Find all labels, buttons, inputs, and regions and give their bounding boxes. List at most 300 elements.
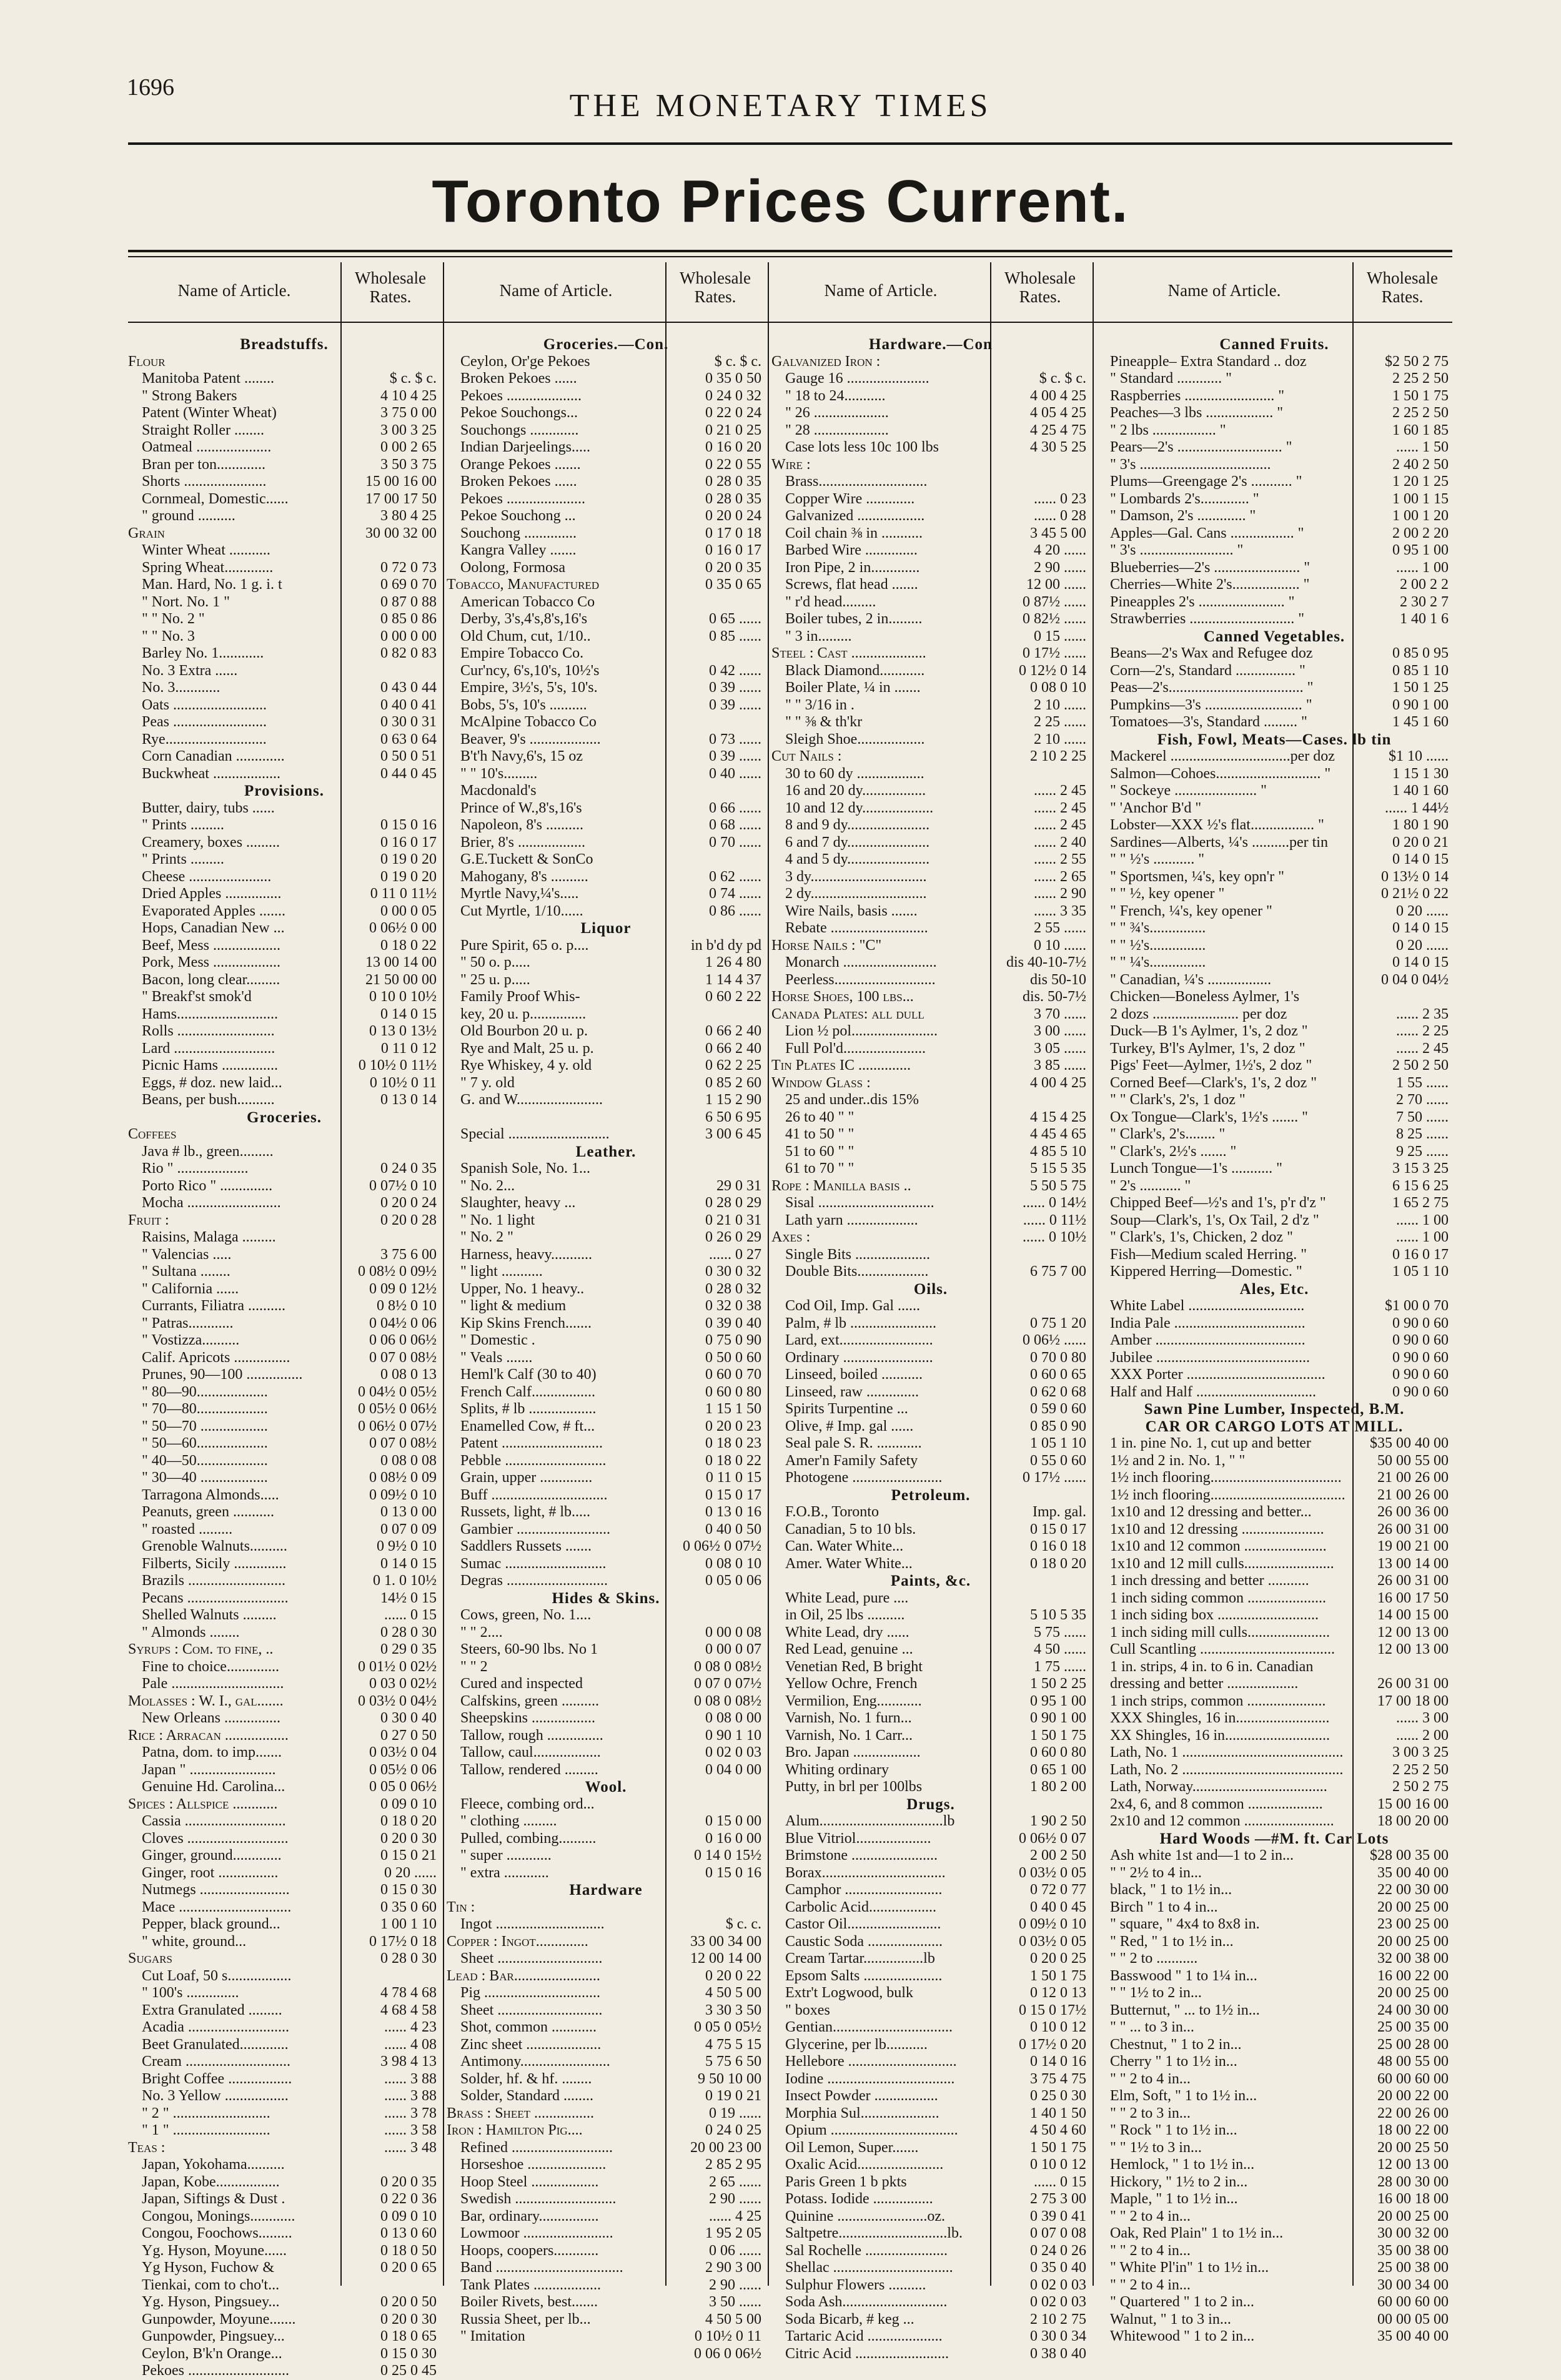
article-name: White Lead, dry ...... bbox=[785, 1624, 909, 1641]
article-name: Pebble ........................... bbox=[460, 1452, 607, 1469]
price-row bbox=[447, 1624, 765, 1642]
article-name: " Imitation bbox=[460, 2328, 525, 2344]
price-row bbox=[1096, 576, 1452, 594]
wholesale-rate: ...... 4 08 bbox=[384, 2036, 437, 2053]
wholesale-rate: 0 63 0 64 bbox=[380, 731, 437, 748]
article-name: Manitoba Patent ........ bbox=[142, 370, 274, 387]
price-row bbox=[1096, 800, 1452, 817]
article-name: Rye and Malt, 25 u. p. bbox=[460, 1040, 594, 1057]
article-name: 1 in. strips, 4 in. to 6 in. Canadian bbox=[1110, 1658, 1314, 1675]
price-row bbox=[1096, 1057, 1452, 1075]
column-header-rates: Wholesale Rates. bbox=[1367, 269, 1438, 306]
article-name: Rolls .......................... bbox=[142, 1023, 275, 1039]
price-row bbox=[447, 2105, 765, 2123]
wholesale-rate: 0 18 0 20 bbox=[1030, 1555, 1086, 1572]
wholesale-rate: 0 20 0 25 bbox=[1030, 1950, 1086, 1967]
article-name: Cream ............................ bbox=[142, 2053, 290, 2070]
wholesale-rate: 2 25 ...... bbox=[1034, 714, 1086, 730]
article-name: Prince of W.,8's,16's bbox=[460, 799, 582, 816]
price-row bbox=[128, 1401, 440, 1418]
article-name: Borax................................. bbox=[785, 1864, 946, 1881]
price-row bbox=[771, 645, 1090, 663]
price-row bbox=[1096, 2294, 1452, 2311]
price-row bbox=[128, 508, 440, 525]
wholesale-rate: 0 07 0 07½ bbox=[694, 1676, 761, 1692]
article-name: " Lombards 2's............. " bbox=[1110, 490, 1259, 507]
price-row bbox=[1096, 1315, 1452, 1333]
column-header-rates: Wholesale Rates. bbox=[680, 269, 751, 306]
wholesale-rate: 29 0 31 bbox=[716, 1177, 761, 1194]
article-name: Rye Whiskey, 4 y. old bbox=[460, 1057, 592, 1074]
article-name: Half and Half ................................ bbox=[1110, 1383, 1316, 1400]
article-name: Cur'ncy, 6's,10's, 10½'s bbox=[460, 662, 600, 679]
article-name: Kippered Herring—Domestic. " bbox=[1110, 1263, 1302, 1280]
price-row bbox=[771, 1178, 1090, 1195]
wholesale-rate: 0 66 2 40 bbox=[705, 1023, 761, 1039]
wholesale-rate: 14½ 0 15 bbox=[380, 1589, 437, 1606]
wholesale-rate: ...... 3 88 bbox=[384, 2070, 437, 2087]
article-name: Mackerel ................................per doz bbox=[1110, 748, 1335, 764]
price-row bbox=[447, 594, 765, 611]
price-row bbox=[447, 1212, 765, 1230]
price-rows bbox=[771, 336, 1090, 2363]
wholesale-rate: 1 60 1 85 bbox=[1392, 422, 1449, 438]
price-row bbox=[771, 1212, 1090, 1230]
wholesale-rate: 0 05 0 05½ bbox=[694, 2019, 761, 2035]
article-name: Pekoe Souchongs... bbox=[460, 405, 578, 421]
article-name: " super ............ bbox=[460, 1847, 552, 1864]
wholesale-rate: 0 16 0 17 bbox=[380, 834, 437, 851]
article-name: 1x10 and 12 mill culls........................ bbox=[1110, 1555, 1334, 1572]
article-name: Putty, in brl per 100lbs bbox=[785, 1779, 923, 1795]
price-row bbox=[1096, 1710, 1452, 1727]
article-name: Grain, upper .............. bbox=[460, 1469, 593, 1486]
article-name: Amer'n Family Safety bbox=[785, 1452, 918, 1469]
article-name: Cows, green, No. 1.... bbox=[460, 1607, 592, 1623]
column-rule bbox=[768, 262, 769, 2286]
wholesale-rate: 0 08 0 10 bbox=[1030, 679, 1086, 696]
price-row bbox=[447, 645, 765, 663]
price-row bbox=[771, 834, 1090, 852]
price-row bbox=[1096, 1469, 1452, 1487]
wholesale-rate: 0 07 0 08½ bbox=[369, 1349, 437, 1366]
wholesale-rate: 2 90 ...... bbox=[709, 2276, 761, 2293]
wholesale-rate bbox=[343, 1968, 440, 1985]
wholesale-rate: 4 05 4 25 bbox=[1030, 405, 1086, 421]
price-row bbox=[128, 1796, 440, 1814]
price-row bbox=[128, 731, 440, 749]
price-row bbox=[128, 473, 440, 491]
wholesale-rate bbox=[993, 1298, 1090, 1315]
wholesale-rate: $2 50 2 75 bbox=[1385, 353, 1449, 370]
article-name: 1½ inch flooring.................................... bbox=[1110, 1486, 1345, 1503]
price-row bbox=[771, 370, 1090, 388]
price-row bbox=[128, 405, 440, 422]
price-row bbox=[771, 1384, 1090, 1401]
price-row bbox=[1096, 783, 1452, 800]
wholesale-rate: 4 20 ...... bbox=[1034, 542, 1086, 558]
article-name: Barley No. 1............ bbox=[142, 645, 264, 661]
article-name: Gunpowder, Moyune....... bbox=[142, 2311, 296, 2328]
article-name: Ginger, ground............. bbox=[142, 1847, 282, 1864]
article-name: Tobacco, Manufactured bbox=[447, 576, 600, 593]
price-row bbox=[128, 457, 440, 474]
price-row bbox=[771, 1229, 1090, 1247]
article-name: " Clark's, 1's, Chicken, 2 doz " bbox=[1110, 1229, 1293, 1245]
price-row bbox=[1096, 1075, 1452, 1092]
wholesale-rate: ...... 1 44½ bbox=[1385, 799, 1449, 816]
wholesale-rate: ...... 3 48 bbox=[384, 2139, 437, 2156]
article-name: Epsom Salts ..................... bbox=[785, 1967, 943, 1984]
wholesale-rate: $ c. c. bbox=[725, 1916, 761, 1932]
article-name: Ordinary ........................ bbox=[785, 1349, 933, 1366]
wholesale-rate: 5 50 5 75 bbox=[1030, 1177, 1086, 1194]
article-name: " 18 to 24........... bbox=[785, 387, 886, 404]
price-row bbox=[128, 560, 440, 577]
wholesale-rate: 0 04 0 04½ bbox=[1381, 971, 1449, 988]
price-row bbox=[771, 1762, 1090, 1779]
article-name: Sal Rochelle ...................... bbox=[785, 2242, 948, 2259]
wholesale-rate: 0 14 0 15 bbox=[380, 1555, 437, 1572]
wholesale-rate: 0 10½ 0 11½ bbox=[358, 1057, 437, 1074]
wholesale-rate: 0 74 ...... bbox=[709, 886, 761, 902]
price-row bbox=[1096, 2071, 1452, 2088]
price-row bbox=[771, 1830, 1090, 1848]
price-row bbox=[128, 491, 440, 508]
wholesale-rate: 0 20 ...... bbox=[384, 1864, 437, 1881]
price-row bbox=[1096, 1916, 1452, 1933]
price-row bbox=[771, 1813, 1090, 1830]
wholesale-rate: 0 18 0 22 bbox=[705, 1452, 761, 1469]
wholesale-rate: 0 30 0 31 bbox=[380, 714, 437, 730]
wholesale-rate: 0 03½ 0 04 bbox=[369, 1744, 437, 1760]
price-row bbox=[771, 2019, 1090, 2037]
wholesale-rate bbox=[668, 1160, 765, 1178]
article-name: Birch " 1 to 4 in... bbox=[1110, 1899, 1218, 1915]
article-name: " No. 1 light bbox=[460, 1212, 535, 1228]
article-name: Yellow Ochre, French bbox=[785, 1676, 918, 1692]
wholesale-rate: 0 82 0 83 bbox=[380, 645, 437, 661]
price-row bbox=[447, 353, 765, 371]
wholesale-rate: 0 12½ 0 14 bbox=[1019, 662, 1086, 679]
article-name: " ground .......... bbox=[142, 508, 235, 524]
wholesale-rate: 30 00 34 00 bbox=[1377, 2276, 1449, 2293]
title-rule-top bbox=[128, 250, 1452, 252]
wholesale-rate: 4 50 5 00 bbox=[705, 1985, 761, 2001]
article-name: Varnish, No. 1 Carr... bbox=[785, 1727, 913, 1744]
column-header-rates: Wholesale Rates. bbox=[1004, 269, 1076, 306]
wholesale-rate: 0 60 0 80 bbox=[705, 1383, 761, 1400]
price-row bbox=[128, 1968, 440, 1985]
article-name: " " 1½ to 3 in... bbox=[1110, 2139, 1202, 2156]
wholesale-rate: 18 00 22 00 bbox=[1377, 2122, 1449, 2138]
wholesale-rate: 0 21 0 31 bbox=[705, 1212, 761, 1228]
wholesale-rate: 0 28 0 30 bbox=[380, 1950, 437, 1967]
article-name: Acadia ........................... bbox=[142, 2019, 289, 2035]
price-row bbox=[771, 1195, 1090, 1212]
price-row bbox=[447, 2208, 765, 2226]
article-name: Heml'k Calf (30 to 40) bbox=[460, 1366, 597, 1383]
wholesale-rate: 0 19 ...... bbox=[709, 2105, 761, 2121]
price-row bbox=[128, 748, 440, 766]
wholesale-rate: 0 28 0 35 bbox=[705, 490, 761, 507]
article-name: Congou, Foochows......... bbox=[142, 2225, 292, 2241]
wholesale-rate: 35 00 40 00 bbox=[1377, 2328, 1449, 2344]
section-heading bbox=[1096, 336, 1452, 353]
wholesale-rate: $35 00 40 00 bbox=[1370, 1435, 1449, 1451]
price-row bbox=[128, 2191, 440, 2208]
price-row bbox=[771, 405, 1090, 422]
article-name: 1 inch strips, common ..................... bbox=[1110, 1692, 1326, 1709]
article-name: " California ...... bbox=[142, 1280, 239, 1297]
article-name: Full Pol'd...................... bbox=[785, 1040, 926, 1057]
price-row bbox=[128, 1281, 440, 1298]
price-row bbox=[447, 1899, 765, 1917]
wholesale-rate: 1 50 1 25 bbox=[1392, 679, 1449, 696]
article-name: Dried Apples ............... bbox=[142, 886, 282, 902]
wholesale-rate: 1 15 2 90 bbox=[705, 1092, 761, 1108]
wholesale-rate: 0 72 0 73 bbox=[380, 559, 437, 576]
price-row bbox=[1096, 2140, 1452, 2157]
article-name: Orange Pekoes ....... bbox=[460, 456, 581, 473]
price-row bbox=[447, 2122, 765, 2140]
wholesale-rate: 0 04½ 0 06 bbox=[369, 1315, 437, 1331]
price-row bbox=[1096, 1487, 1452, 1504]
price-row bbox=[771, 2225, 1090, 2243]
price-row bbox=[1096, 920, 1452, 937]
price-row bbox=[771, 2259, 1090, 2277]
wholesale-rate: 0 00 0 07 bbox=[705, 1641, 761, 1657]
wholesale-rate bbox=[343, 542, 440, 560]
price-row bbox=[447, 1727, 765, 1745]
wholesale-rate: 0 35 0 60 bbox=[380, 1899, 437, 1915]
wholesale-rate: 4 30 5 25 bbox=[1030, 439, 1086, 455]
wholesale-rate: 0 20 0 50 bbox=[380, 2294, 437, 2310]
article-name: " 100's .............. bbox=[142, 1985, 239, 2001]
wholesale-rate: 0 22 0 55 bbox=[705, 456, 761, 473]
wholesale-rate: 22 00 30 00 bbox=[1377, 1882, 1449, 1898]
article-name: Sheet ............................ bbox=[460, 2002, 603, 2018]
article-name: Glycerine, per lb........... bbox=[785, 2036, 928, 2053]
article-name: " Quartered " 1 to 2 in... bbox=[1110, 2294, 1254, 2310]
price-row bbox=[1096, 663, 1452, 680]
section-heading bbox=[128, 336, 440, 353]
article-name: Soda Bicarb, # keg ... bbox=[785, 2311, 914, 2328]
wholesale-rate: 0 90 0 60 bbox=[1392, 1315, 1449, 1331]
price-row bbox=[128, 353, 440, 371]
article-name: Slaughter, heavy ... bbox=[460, 1195, 576, 1211]
price-row bbox=[771, 714, 1090, 731]
article-name: Sugars bbox=[128, 1950, 172, 1967]
wholesale-rate: 4 25 4 75 bbox=[1030, 422, 1086, 438]
article-name: Coil chain ⅜ in ........... bbox=[785, 525, 923, 541]
wholesale-rate: 5 10 5 35 bbox=[1030, 1607, 1086, 1623]
wholesale-rate: 0 19 0 21 bbox=[705, 2088, 761, 2104]
article-name: Pekoe Souchong ... bbox=[460, 508, 576, 524]
article-name: Blueberries—2's ....................... " bbox=[1110, 559, 1311, 576]
article-name: Amber ........................................ bbox=[1110, 1332, 1306, 1348]
price-row bbox=[1096, 422, 1452, 440]
price-row bbox=[128, 1521, 440, 1539]
article-name: Rio " ................... bbox=[142, 1160, 249, 1177]
article-name: Sumac ........................... bbox=[460, 1555, 607, 1572]
section-heading bbox=[1096, 1830, 1452, 1848]
article-name: " 50—70 .................. bbox=[142, 1418, 268, 1434]
article-name: Spices : Allspice ............ bbox=[128, 1795, 278, 1812]
price-row bbox=[1096, 2225, 1452, 2243]
price-row bbox=[128, 1830, 440, 1848]
section-heading bbox=[771, 1796, 1090, 1814]
article-name: " " 2 to ........... bbox=[1110, 1950, 1198, 1967]
price-row bbox=[128, 1693, 440, 1711]
price-row bbox=[447, 1487, 765, 1504]
article-name: " 1 " .......................... bbox=[142, 2122, 270, 2138]
wholesale-rate: 4 50 ...... bbox=[1034, 1641, 1086, 1657]
article-name: 1 inch siding box ........................... bbox=[1110, 1607, 1319, 1623]
article-name: Sheet ............................ bbox=[460, 1950, 603, 1967]
price-row bbox=[128, 2053, 440, 2071]
price-row bbox=[128, 800, 440, 817]
wholesale-rate bbox=[1355, 1659, 1452, 1676]
price-row bbox=[771, 731, 1090, 749]
price-row bbox=[771, 748, 1090, 766]
wholesale-rate: 1 75 ...... bbox=[1034, 1658, 1086, 1675]
price-row bbox=[447, 1693, 765, 1711]
wholesale-rate: 0 10 0 12 bbox=[1030, 2156, 1086, 2173]
price-row bbox=[128, 714, 440, 731]
article-name: " " 1½ to 2 in... bbox=[1110, 1985, 1202, 2001]
article-name: " Rock " 1 to 1½ in... bbox=[1110, 2122, 1237, 2138]
price-row bbox=[128, 1092, 440, 1109]
wholesale-rate: 0 09½ 0 10 bbox=[369, 1486, 437, 1503]
wholesale-rate: ...... 3 00 bbox=[1396, 1710, 1449, 1726]
wholesale-rate: 0 06 0 06½ bbox=[694, 2345, 761, 2362]
article-name: " French, ¼'s, key opener " bbox=[1110, 902, 1272, 919]
price-row bbox=[447, 1968, 765, 1985]
wholesale-rate: 0 39 0 40 bbox=[705, 1315, 761, 1331]
article-name: Camphor .......................... bbox=[785, 1882, 943, 1898]
article-name: " 25 u. p..... bbox=[460, 971, 530, 988]
price-row bbox=[1096, 645, 1452, 663]
section-heading bbox=[771, 336, 1090, 353]
price-row bbox=[128, 1676, 440, 1693]
price-column-3 bbox=[771, 262, 1090, 2362]
article-name: " White Pl'in" 1 to 1½ in... bbox=[1110, 2259, 1269, 2276]
article-name: Pale .............................. bbox=[142, 1676, 284, 1692]
wholesale-rate: 0 20 0 24 bbox=[380, 1195, 437, 1211]
wholesale-rate: 0 10 ...... bbox=[1034, 937, 1086, 954]
wholesale-rate: 0 20 0 35 bbox=[380, 2173, 437, 2190]
wholesale-rate: ...... 3 58 bbox=[384, 2122, 437, 2138]
article-name: Lard, ext......................... bbox=[785, 1332, 933, 1348]
price-row bbox=[447, 457, 765, 474]
article-name: " Standard ............ " bbox=[1110, 370, 1232, 387]
article-name: 1x10 and 12 common ...................... bbox=[1110, 1538, 1327, 1554]
price-row bbox=[1096, 1504, 1452, 1521]
price-row bbox=[1096, 766, 1452, 783]
article-name: " No. 2 " bbox=[460, 1229, 513, 1245]
price-row bbox=[1096, 1435, 1452, 1453]
article-name: Ales, Etc. bbox=[1239, 1280, 1309, 1298]
price-row bbox=[128, 1263, 440, 1281]
price-row bbox=[771, 1916, 1090, 1933]
wholesale-rate: 0 62 0 68 bbox=[1030, 1383, 1086, 1400]
article-name: Iodine .................................. bbox=[785, 2070, 955, 2087]
wholesale-rate: 16 00 17 50 bbox=[1377, 1589, 1449, 1606]
wholesale-rate: 23 00 25 00 bbox=[1377, 1916, 1449, 1932]
wholesale-rate bbox=[668, 714, 765, 731]
price-table bbox=[128, 262, 1452, 2379]
wholesale-rate: ...... 0 15 bbox=[1034, 2173, 1086, 2190]
wholesale-rate: 0 08 0 08 bbox=[380, 1452, 437, 1469]
price-row bbox=[447, 2088, 765, 2105]
article-name: Myrtle Navy,¼'s..... bbox=[460, 886, 579, 902]
wholesale-rate: 0 03 0 02½ bbox=[369, 1676, 437, 1692]
wholesale-rate: 26 00 31 00 bbox=[1377, 1573, 1449, 1589]
wholesale-rate: 0 16 0 17 bbox=[1392, 1246, 1449, 1263]
price-row bbox=[771, 439, 1090, 457]
price-row bbox=[1096, 542, 1452, 560]
price-row bbox=[447, 697, 765, 714]
price-row bbox=[447, 2346, 765, 2363]
article-name: Whitewood " 1 to 2 in... bbox=[1110, 2328, 1255, 2344]
wholesale-rate: 9 50 10 00 bbox=[698, 2070, 761, 2087]
article-name: Blue Vitriol.................... bbox=[785, 1830, 931, 1847]
article-name: Hides & Skins. bbox=[552, 1589, 660, 1607]
article-name: Citric Acid ......................... bbox=[785, 2345, 949, 2362]
price-row bbox=[771, 1418, 1090, 1436]
price-row bbox=[771, 1693, 1090, 1711]
price-row bbox=[771, 937, 1090, 955]
article-name: Alum.................................lb bbox=[785, 1813, 955, 1829]
price-row bbox=[447, 972, 765, 989]
price-row bbox=[771, 2156, 1090, 2174]
price-row bbox=[771, 783, 1090, 800]
wholesale-rate: 35 00 40 00 bbox=[1377, 1864, 1449, 1881]
price-row bbox=[1096, 1298, 1452, 1315]
wholesale-rate: 19 00 21 00 bbox=[1377, 1538, 1449, 1554]
wholesale-rate: 1 15 1 30 bbox=[1392, 765, 1449, 782]
price-row bbox=[771, 2174, 1090, 2191]
price-row bbox=[128, 1710, 440, 1727]
price-row bbox=[128, 525, 440, 543]
wholesale-rate: 0 17½ 0 18 bbox=[369, 1933, 437, 1950]
wholesale-rate: 3 75 0 00 bbox=[380, 405, 437, 421]
wholesale-rate: 0 00 2 65 bbox=[380, 439, 437, 455]
price-row bbox=[771, 1350, 1090, 1367]
article-name: Olive, # Imp. gal ...... bbox=[785, 1418, 914, 1434]
article-name: Rice : Arracan ................. bbox=[128, 1727, 289, 1744]
wholesale-rate: ...... 1 00 bbox=[1396, 1229, 1449, 1245]
price-row bbox=[128, 2363, 440, 2380]
price-row bbox=[1096, 1229, 1452, 1247]
article-name: 1 inch siding mill culls...................... bbox=[1110, 1624, 1330, 1641]
wholesale-rate: 0 06½ 0 00 bbox=[369, 920, 437, 936]
price-row bbox=[1096, 851, 1452, 869]
article-name: Solder, hf. & hf. ........ bbox=[460, 2070, 592, 2087]
price-row bbox=[447, 1160, 765, 1178]
article-name: Cherry " 1 to 1½ in... bbox=[1110, 2053, 1237, 2070]
wholesale-rate: 2 25 2 50 bbox=[1392, 405, 1449, 421]
price-row bbox=[771, 491, 1090, 508]
wholesale-rate: 1 40 1 6 bbox=[1400, 611, 1449, 627]
wholesale-rate: 0 26 0 29 bbox=[705, 1229, 761, 1245]
price-row bbox=[447, 886, 765, 903]
wholesale-rate: 1 05 1 10 bbox=[1030, 1435, 1086, 1451]
article-name: dressing and better ................... bbox=[1110, 1676, 1299, 1692]
article-name: Bran per ton............. bbox=[142, 456, 265, 473]
article-name: Lead : Bar....................... bbox=[447, 1967, 600, 1984]
